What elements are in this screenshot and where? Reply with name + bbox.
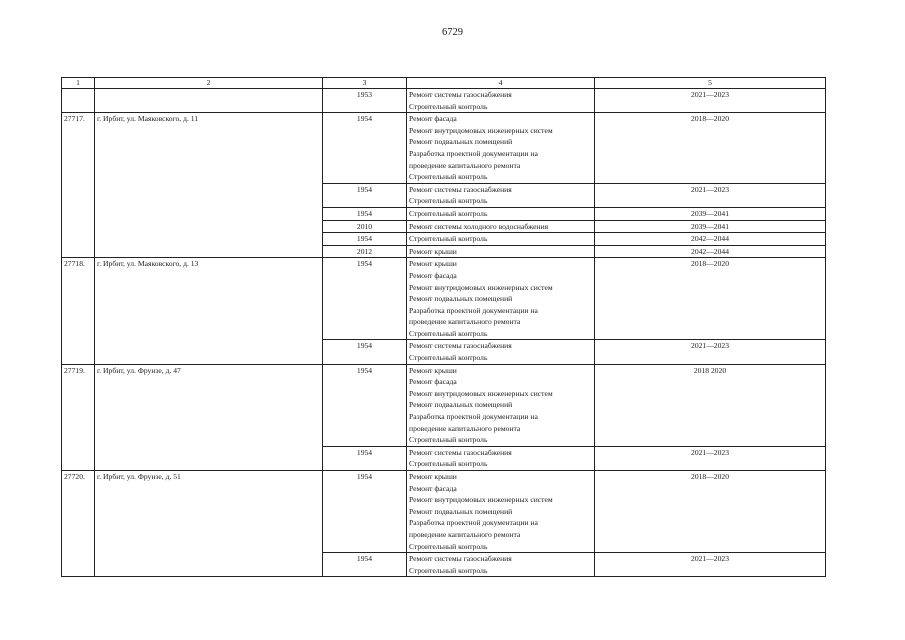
repair-works-cell [407,340,595,364]
repair-works-cell [407,113,595,184]
repair-work-item: Разработка проектной документации на [409,305,538,315]
building-address [95,89,323,113]
column-number-3: 3 [323,78,407,89]
repair-work-item: Разработка проектной документации на [409,148,538,158]
repair-period: 2039—2041 [595,207,826,220]
repair-work-item: Строительный контроль [409,435,488,445]
commissioning-year: 1954 [323,183,407,207]
commissioning-year: 1954 [323,471,407,553]
repair-works-cell [407,364,595,446]
repair-schedule-table [61,77,826,577]
commissioning-year: 2012 [323,245,407,258]
repair-work-item: Строительный контроль [409,541,488,551]
commissioning-year: 1954 [323,207,407,220]
repair-work-item: Разработка проектной документации на [409,412,538,422]
repair-work-item: Разработка проектной документации на [409,518,538,528]
table-row [62,471,826,553]
repair-period: 2018—2020 [595,471,826,553]
repair-work-item: Ремонт системы газоснабжения [409,184,512,194]
repair-works-cell [407,553,595,577]
repair-work-item: Строительный контроль [409,172,488,182]
repair-works-cell [407,183,595,207]
repair-period: 2021—2023 [595,183,826,207]
repair-period: 2039—2041 [595,220,826,233]
repair-work-item: Строительный контроль [409,196,488,206]
repair-work-item: Ремонт внутридомовых инженерных систем [409,495,553,505]
building-address: г. Ирбит, ул. Фрунзе, д. 51 [95,471,323,577]
repair-work-item: Ремонт подвальных помещений [409,294,513,304]
repair-works-cell [407,258,595,340]
repair-work-item: Строительный контроль [409,208,488,218]
building-number: 27717. [62,113,95,258]
repair-work-item: Строительный контроль [409,459,488,469]
page-number: 6729 [442,27,463,38]
commissioning-year: 1954 [323,446,407,470]
repair-work-item: Строительный контроль [409,353,488,363]
repair-period: 2018—2020 [595,258,826,340]
repair-period: 2021—2023 [595,340,826,364]
column-number-1: 1 [62,78,95,89]
building-address: г. Ирбит, ул. Маяковского, д. 11 [95,113,323,258]
repair-work-item: Ремонт внутридомовых инженерных систем [409,282,553,292]
table-row [62,258,826,340]
repair-works-cell [407,245,595,258]
repair-period: 2018—2020 [595,113,826,184]
repair-work-item: Ремонт системы холодного водоснабжения [409,221,549,231]
commissioning-year: 1954 [323,113,407,184]
repair-work-item: проведение капитального ремонта [409,529,521,539]
repair-work-item: Ремонт системы газоснабжения [409,341,512,351]
repair-work-item: Ремонт внутридомовых инженерных систем [409,388,553,398]
building-number: 27718. [62,258,95,364]
repair-work-item: Ремонт подвальных помещений [409,400,513,410]
repair-work-item: Ремонт подвальных помещений [409,506,513,516]
table-row [62,113,826,184]
repair-work-item: Ремонт фасада [409,270,457,280]
repair-period: 2018 2020 [595,364,826,446]
repair-work-item: проведение капитального ремонта [409,160,521,170]
repair-work-item: Ремонт фасада [409,483,457,493]
repair-period: 2021—2023 [595,89,826,113]
repair-works-cell [407,471,595,553]
repair-work-item: Ремонт фасада [409,377,457,387]
repair-works-cell [407,207,595,220]
column-number-row [62,78,826,89]
repair-work-item: Ремонт крыши [409,365,457,375]
repair-work-item: Ремонт системы газоснабжения [409,554,512,564]
repair-period: 2021—2023 [595,446,826,470]
commissioning-year: 1953 [323,89,407,113]
building-number [62,89,95,113]
repair-work-item: Ремонт крыши [409,259,457,269]
column-number-4: 4 [407,78,595,89]
repair-work-item: Строительный контроль [409,101,488,111]
commissioning-year: 1954 [323,364,407,446]
building-number: 27719. [62,364,95,470]
commissioning-year: 2010 [323,220,407,233]
column-number-2: 2 [95,78,323,89]
repair-work-item: Ремонт крыши [409,246,457,256]
column-number-5: 5 [595,78,826,89]
repair-work-item: Ремонт внутридомовых инженерных систем [409,125,553,135]
repair-works-cell [407,233,595,246]
repair-works-cell [407,446,595,470]
commissioning-year: 1954 [323,233,407,246]
repair-period: 2021—2023 [595,553,826,577]
commissioning-year: 1954 [323,340,407,364]
repair-work-item: Строительный контроль [409,328,488,338]
commissioning-year: 1954 [323,258,407,340]
building-address: г. Ирбит, ул. Маяковского, д. 13 [95,258,323,364]
building-number: 27720. [62,471,95,577]
repair-work-item: Ремонт системы газоснабжения [409,90,512,99]
repair-works-cell [407,89,595,113]
repair-works-cell [407,220,595,233]
table-row [62,89,826,113]
building-address: г. Ирбит, ул. Фрунзе, д. 47 [95,364,323,470]
repair-work-item: Ремонт системы газоснабжения [409,447,512,457]
repair-work-item: Ремонт фасада [409,114,457,124]
repair-work-item: Ремонт подвальных помещений [409,137,513,147]
repair-work-item: Ремонт крыши [409,472,457,481]
repair-work-item: Строительный контроль [409,565,488,575]
commissioning-year: 1954 [323,553,407,577]
repair-work-item: Строительный контроль [409,234,488,244]
repair-work-item: проведение капитального ремонта [409,317,521,327]
table-row [62,364,826,446]
repair-period: 2042—2044 [595,245,826,258]
repair-period: 2042—2044 [595,233,826,246]
table-body [62,78,826,577]
repair-work-item: проведение капитального ремонта [409,423,521,433]
